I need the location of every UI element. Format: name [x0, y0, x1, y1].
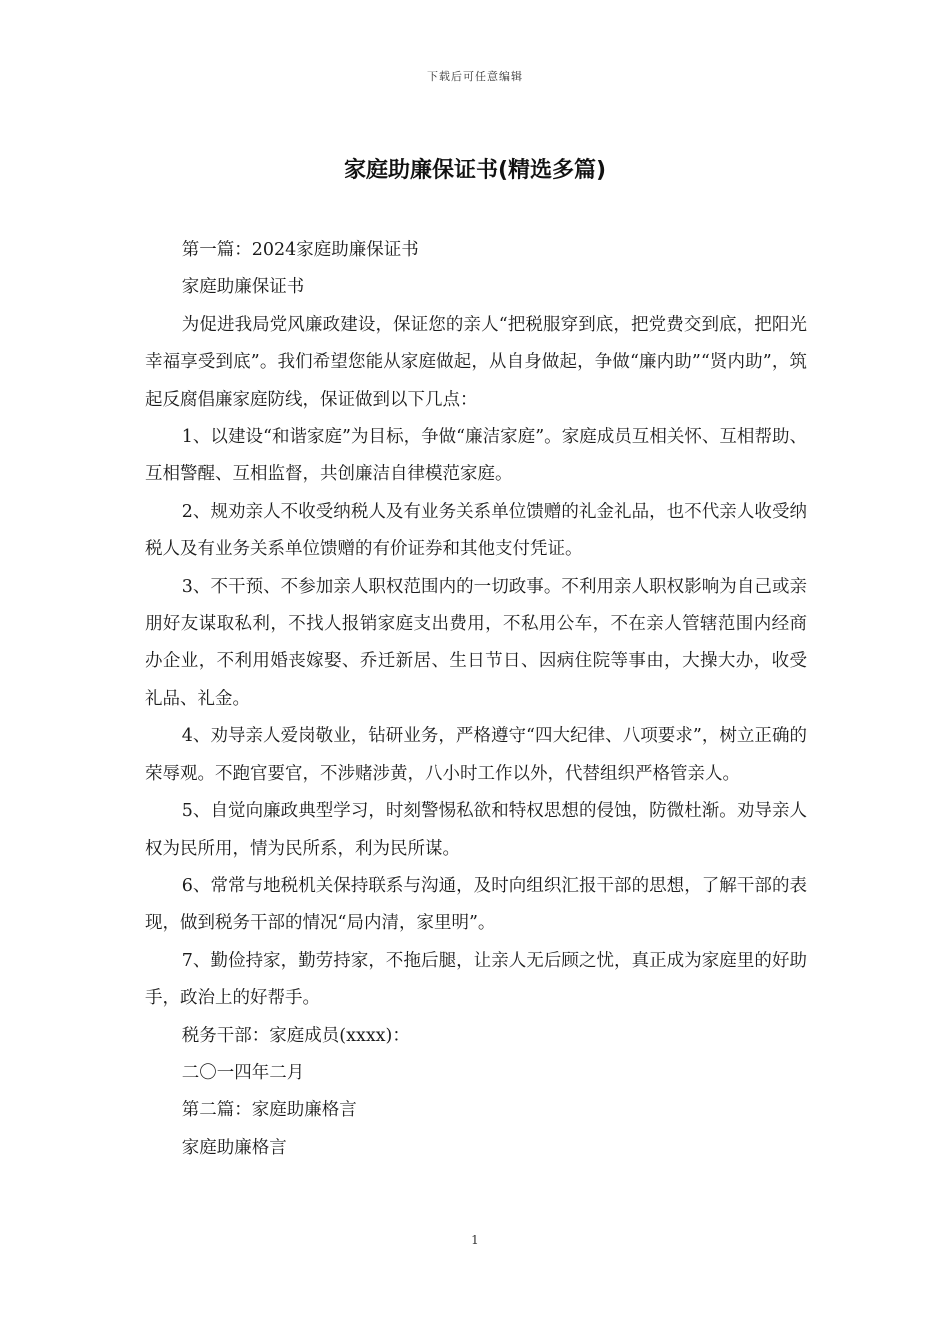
point-6: 6、常常与地税机关保持联系与沟通，及时向组织汇报干部的思想，了解干部的表现，做到税务干部的情况“局内清，家里明”。 [145, 875, 807, 934]
point-3: 3、不干预、不参加亲人职权范围内的一切政事。不利用亲人职权影响为自己或亲朋好友谋取私利，不找人报销家庭支出费用，不私用公车，不在亲人管辖范围内经商办企业，不利用婚丧嫁娶、乔迁新居、生日节日、因病住院等事由，大操大办，收受礼品、礼金。 [145, 576, 807, 709]
document-title: 家庭助廉保证书(精选多篇) [343, 158, 607, 183]
point-5: 5、自觉向廉政典型学习，时刻警惕私欲和特权思想的侵蚀，防微杜渐。劝导亲人权为民所用，情为民所系，利为民所谋。 [145, 801, 807, 859]
date-line: 二〇一四年二月 [181, 1062, 305, 1083]
point-4: 4、劝导亲人爱岗敬业，钻研业务，严格遵守“四大纪律、八项要求”，树立正确的荣辱观。不跑官要官，不涉赌涉黄，八小时工作以外，代替组织严格管亲人。 [145, 726, 807, 784]
subheading-guarantee: 家庭助廉保证书 [181, 277, 305, 298]
intro-paragraph: 为促进我局党风廉政建设，保证您的亲人“把税服穿到底，把党费交到底，把阳光幸福享受到底”。我们希望您能从家庭做起，从自身做起，争做“廉内助”“贤内助”，筑起反腐倡廉家庭防线，保证做到以下几点： [145, 314, 807, 410]
page-number: 1 [471, 1233, 479, 1247]
point-1: 1、以建设“和谐家庭”为目标，争做“廉洁家庭”。家庭成员互相关怀、互相帮助、互相警醒、互相监督，共创廉洁自律模范家庭。 [145, 427, 807, 485]
point-7: 7、勤俭持家，勤劳持家，不拖后腿，让亲人无后顾之忧，真正成为家庭里的好助手，政治上的好帮手。 [145, 950, 807, 1009]
point-2: 2、规劝亲人不收受纳税人及有业务关系单位馈赠的礼金礼品，也不代亲人收受纳税人及有业务关系单位馈赠的有价证券和其他支付凭证。 [145, 501, 807, 560]
subheading-motto: 家庭助廉格言 [181, 1137, 287, 1158]
section-heading-1: 第一篇：2024家庭助廉保证书 [181, 240, 419, 260]
signature-line: 税务干部：家庭成员(xxxx)： [181, 1025, 410, 1046]
section-heading-2: 第二篇：家庭助廉格言 [181, 1100, 357, 1121]
header-note: 下载后可任意编辑 [427, 70, 523, 83]
document-body [145, 232, 807, 1167]
